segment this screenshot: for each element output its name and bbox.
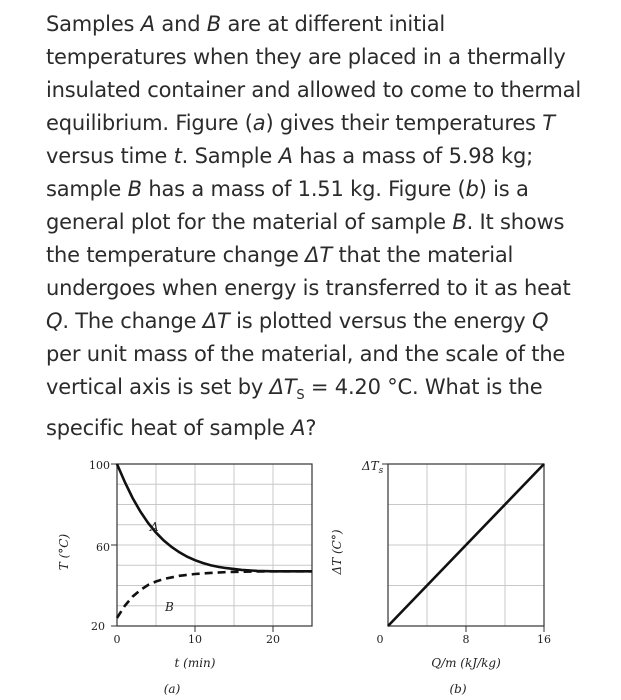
figure-a-grid (117, 464, 312, 626)
curve-b-label: B (165, 600, 174, 614)
y-tick-label-delta-ts: $\Delta T_s$ (362, 459, 384, 476)
y-tick-label-100: 100 (89, 459, 110, 472)
figure-caption-b: (b) (449, 682, 467, 696)
figure-a-ticks (111, 464, 273, 632)
x-axis-label: t (min) (174, 656, 216, 670)
b-x-tick-label-0: 0 (376, 633, 384, 646)
curve-a (117, 464, 312, 571)
figure-caption-a: (a) (163, 682, 181, 696)
curve-a-label: A (150, 520, 159, 534)
x-tick-label-0: 0 (113, 633, 121, 646)
figure-b (330, 459, 551, 696)
figures (0, 440, 621, 700)
b-x-axis-label: Q/m (kJ/kg) (431, 656, 501, 670)
y-tick-label-60: 60 (96, 541, 110, 554)
problem-text: Samples A and B are at different initial temperatures when they are placed in a thermally insulated container and allowed to come to thermal equilibrium. Figure (a) gives their temperatures T versus time t. Sample A has a mass of 5.98 kg; sample B has a mass of 1.51 kg. Figure (b) is a general plot for the material of sample B. It shows the temperature change ΔT that the material undergoes when energy is transferred to it as heat Q. The change ΔT is plotted versus the energy Q per unit mass of the material, and the scale of the vertical axis is set by $\Delta T_S = 4.20$ °C. What is the specific heat of sample A? (46, 12, 581, 441)
y-axis-label: T (°C) (57, 533, 71, 571)
figure-a (57, 459, 312, 696)
b-x-tick-label-16: 16 (537, 633, 551, 646)
b-y-axis-label: ΔT (C°) (330, 529, 344, 575)
y-tick-label-20: 20 (91, 620, 105, 633)
x-tick-label-20: 20 (266, 633, 280, 646)
b-x-tick-label-8: 8 (462, 633, 470, 646)
x-tick-label-10: 10 (188, 633, 202, 646)
curve-b (117, 571, 312, 618)
